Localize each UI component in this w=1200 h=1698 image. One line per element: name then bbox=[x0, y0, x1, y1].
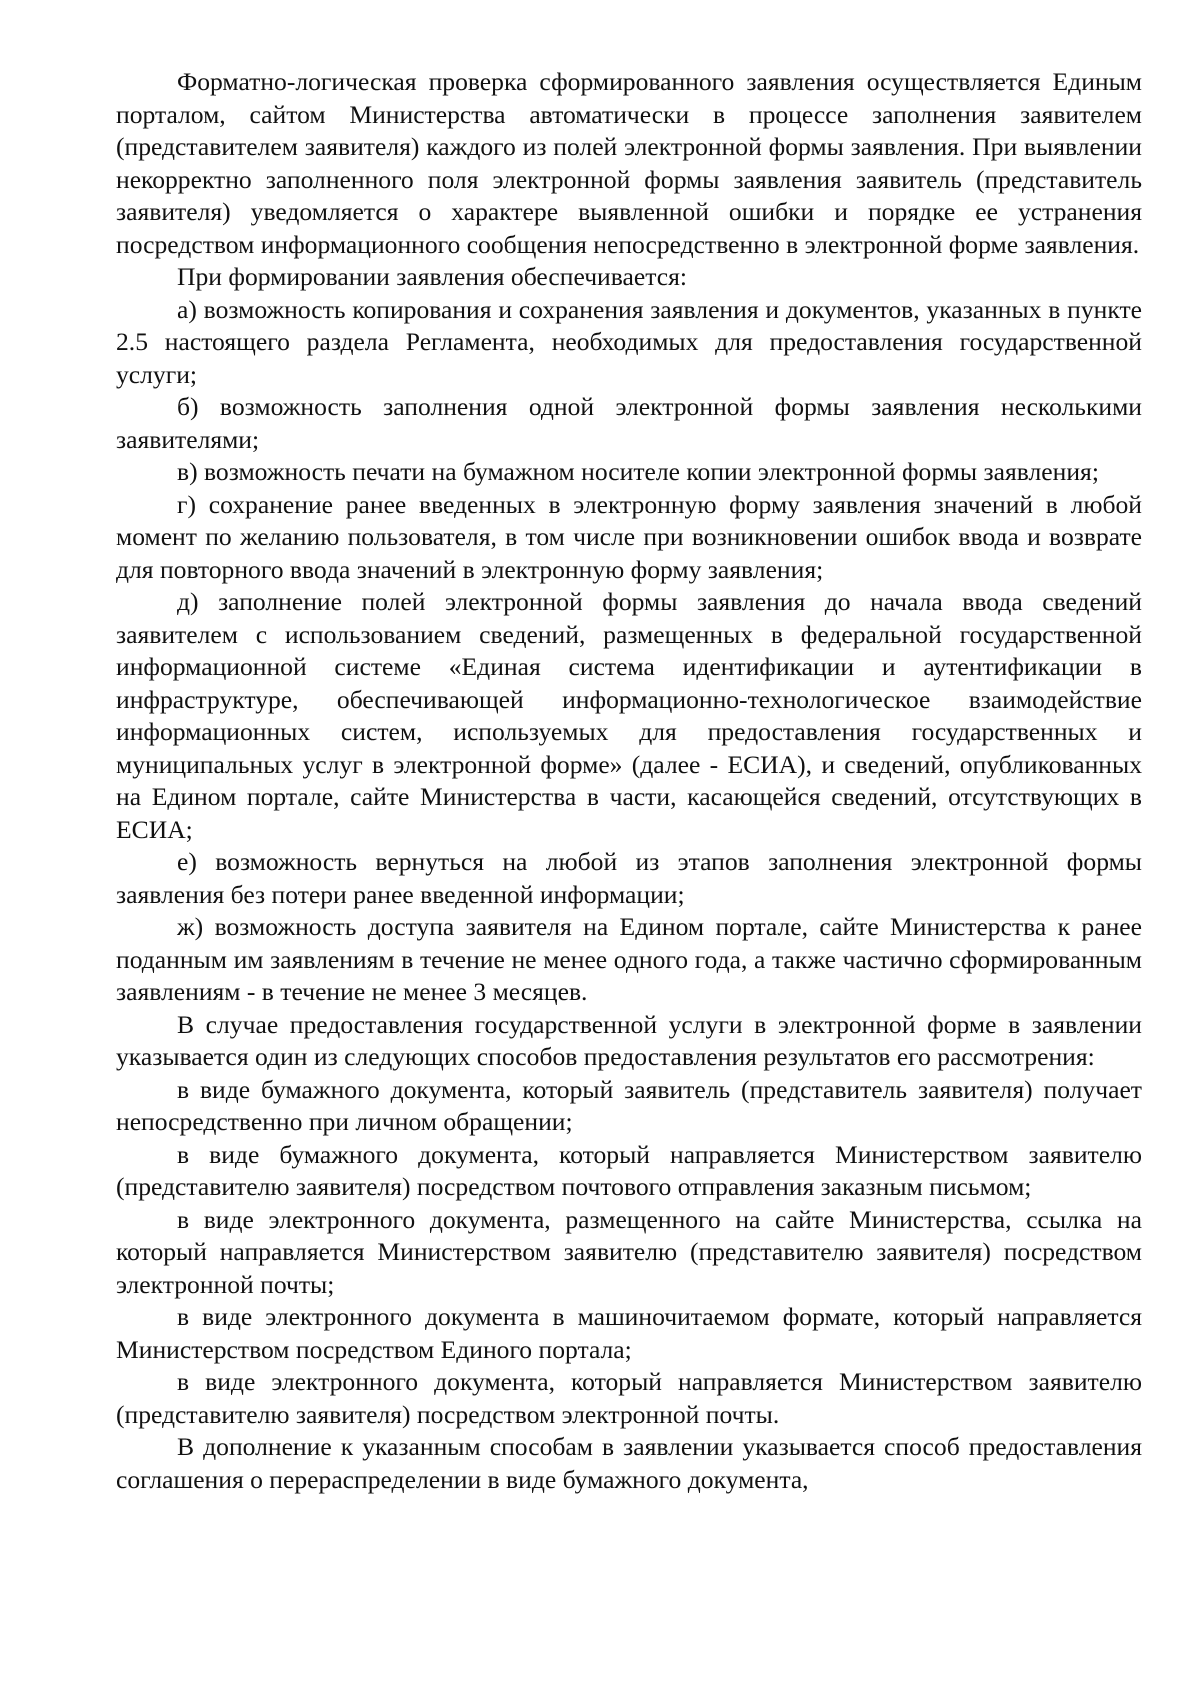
list-item-b: б) возможность заполнения одной электронной формы заявления несколькими заявителями; bbox=[116, 392, 1142, 454]
list-item-g: г) сохранение ранее введенных в электронную форму заявления значений в любой момент по желанию пользователя, в том числе при возникновении ошибок ввода и возврате для повторного ввода значений в электронную форму заявления; bbox=[116, 489, 1142, 584]
list-item-a: а) возможность копирования и сохранения заявления и документов, указанных в пункте 2.5 настоящего раздела Регламента, необходимых для предоставления государственной услуги; bbox=[116, 294, 1142, 389]
list-item-v: в) возможность печати на бумажном носителе копии электронной формы заявления; bbox=[177, 457, 1099, 486]
method-paper-personal: в виде бумажного документа, который заявитель (представитель заявителя) получает непосредственно при личном обращении; bbox=[116, 1074, 1142, 1136]
list-item-zh: ж) возможность доступа заявителя на Едином портале, сайте Министерства к ранее поданным им заявлениям в течение не менее одного года, а также частично сформированным заявлениям - в течение не менее 3 месяцев. bbox=[116, 912, 1142, 1006]
paragraph-agreement-method: В дополнение к указанным способам в заявлении указывается способ предоставления соглашения о перераспределении в виде бумажного документа, bbox=[116, 1432, 1142, 1494]
method-paper-mail: в виде бумажного документа, который направляется Министерством заявителю (представителю заявителя) посредством почтового отправления заказным письмом; bbox=[116, 1139, 1142, 1201]
list-item-e: е) возможность вернуться на любой из этапов заполнения электронной формы заявления без потери ранее введенной информации; bbox=[116, 847, 1142, 909]
paragraph-format-check: Форматно-логическая проверка сформированного заявления осуществляется Единым порталом, сайтом Министерства автоматически в процессе заполнения заявителем (представителем заявителя) каждого из полей электронной формы заявления. При выявлении некорректно заполненного поля электронной формы заявления заявитель (представитель заявителя) уведомляется о характере выявленной ошибки и порядке ее устранения посредством информационного сообщения непосредственно в электронной форме заявления. bbox=[116, 67, 1142, 259]
list-item-d: д) заполнение полей электронной формы заявления до начала ввода сведений заявителем с использованием сведений, размещенных в федеральной государственной информационной системе «Единая система идентификации и аутентификации в инфраструктуре, обеспечивающей информационно-технологическое взаимодействие информационных систем, используемых для предоставления государственных и муниципальных услуг в электронной форме» (далее - ЕСИА), и сведений, опубликованных на Едином портале, сайте Министерства в части, касающейся сведений, отсутствующих в ЕСИА; bbox=[116, 587, 1142, 844]
method-electronic-machine-readable: в виде электронного документа в машиночитаемом формате, который направляется Министерством посредством Единого портала; bbox=[116, 1302, 1142, 1364]
method-electronic-site-link: в виде электронного документа, размещенного на сайте Министерства, ссылка на который направляется Министерством заявителю (представителю заявителя) посредством электронной почты; bbox=[116, 1204, 1142, 1299]
paragraph-form-provides: При формировании заявления обеспечивается: bbox=[177, 262, 687, 291]
method-electronic-email: в виде электронного документа, который направляется Министерством заявителю (представителю заявителя) посредством электронной почты. bbox=[116, 1367, 1142, 1429]
document-body bbox=[116, 66, 1142, 1496]
paragraph-result-methods: В случае предоставления государственной услуги в электронной форме в заявлении указывается один из следующих способов предоставления результатов его рассмотрения: bbox=[116, 1009, 1142, 1071]
